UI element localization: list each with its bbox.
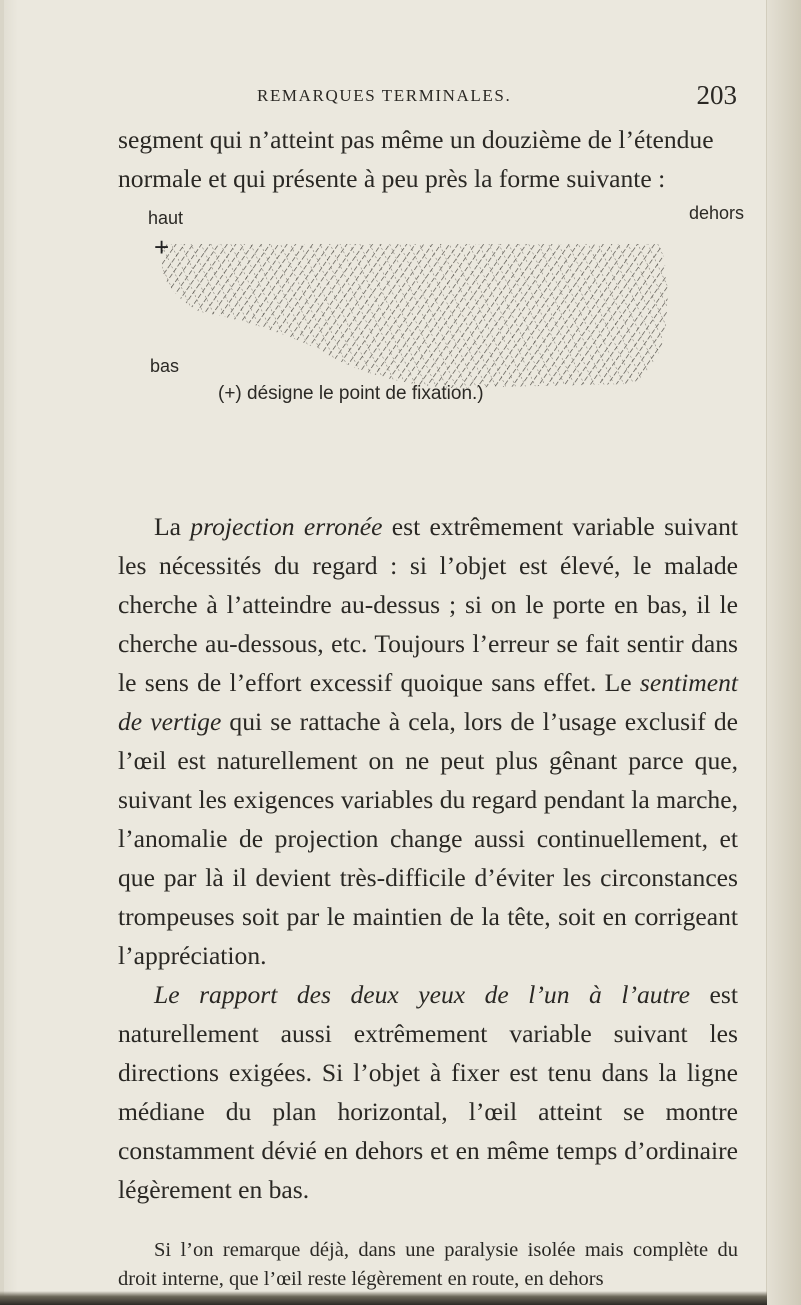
intro-line-1: segment qui n’atteint pas même un douzième de l’étendue [118, 125, 714, 154]
visual-field-diagram [154, 232, 690, 392]
page-right-edge [766, 0, 801, 1305]
term-projection-erronee: projection erronée [190, 512, 383, 541]
term-sentiment-de-vertige: sentiment de vertige [118, 668, 738, 736]
page-header [257, 80, 737, 114]
label-haut: haut [148, 208, 184, 228]
label-dehors: dehors [689, 203, 745, 223]
para1-text-a: est extrêmement variable suivant les nécessités du regard : si l’objet est élevé, le malade cherche à l’atteindre au-dessus ; si on le porte en bas, il le cherche au-dessous, etc. Toujours l’erreur se fait sentir dans le sens de l’effort excessif quoique sans effet. Le [118, 512, 739, 697]
fixation-point-marker: + [154, 232, 170, 262]
term-rapport-des-deux-yeux: Le rapport des deux yeux de l’un à l’autre [154, 980, 691, 1009]
footnote [118, 1236, 738, 1294]
footnote-text: Si l’on remarque déjà, dans une paralysie isolée mais complète du droit interne, que l’œil reste légèrement en route, en dehors [118, 1239, 738, 1290]
page-number: 203 [696, 80, 737, 110]
intro-paragraph [118, 120, 738, 198]
paragraph-projection [118, 507, 738, 975]
para1-lead-article: La [154, 512, 181, 541]
page-left-edge [0, 0, 4, 1305]
paragraph-rapport-yeux [118, 975, 738, 1209]
para1-text-b: qui se rattache à cela, lors de l’usage exclusif de l’œil est naturellement on ne peut plus gênant parce que, suivant les exigences variables du regard pendant la marche, l’anomalie de projection change aussi continuellement, et que par là il devient très-difficile d’éviter les circonstances trompeuses soit par le maintien de la tête, soit en corrigeant l’appréciation. [118, 707, 738, 970]
main-text [118, 507, 738, 1209]
running-title: REMARQUES TERMINALES. [257, 86, 512, 105]
label-bas: bas [150, 356, 180, 376]
field-defect-texture [162, 244, 668, 388]
intro-line-2: normale et qui présente à peu près la forme suivante : [118, 164, 666, 193]
figure-caption: (+) désigne le point de fixation.) [218, 383, 484, 404]
para2-text: est naturellement aussi extrêmement variable suivant les directions exigées. Si l’objet à fixer est tenu dans la ligne médiane du plan horizontal, l’œil atteint se montre constamment dévié en dehors et en même temps d’ordinaire légèrement en bas. [118, 980, 738, 1204]
visual-field-figure [120, 203, 745, 458]
